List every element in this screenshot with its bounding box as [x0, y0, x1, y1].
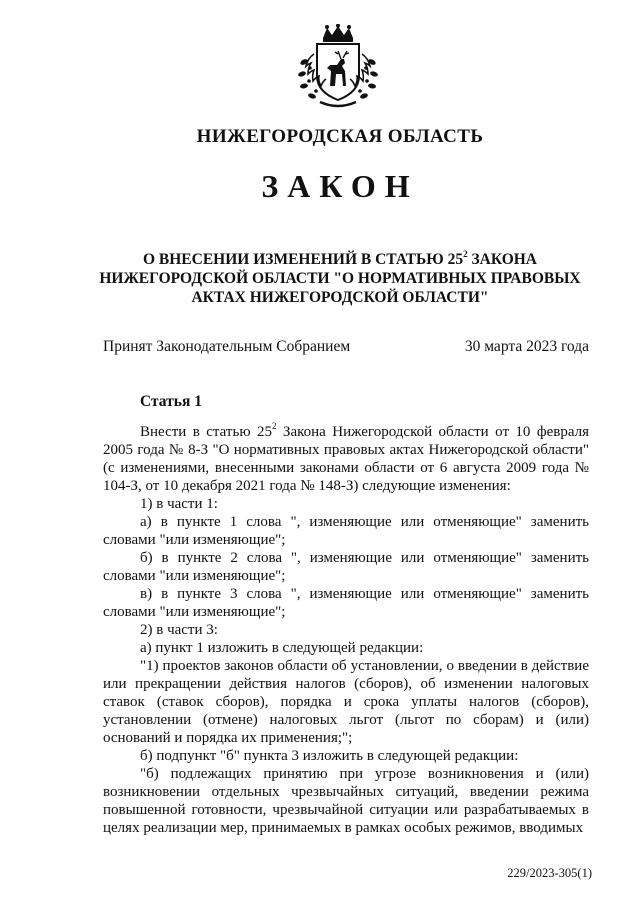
paragraph: а) пункт 1 изложить в следующей редакции: [140, 640, 424, 656]
paragraph: "б) подлежащих принятию при угрозе возникновения и (или) возникновении отдельных чрезвычайных ситуаций, введении режима повышенной готовности, чрезвычайной ситуации или разрабатываемых в целях реализации мер, принимаемых в рамках особых режимов, вводимых [103, 766, 589, 836]
article-title: Статья 1 [140, 393, 202, 410]
paragraph: "1) проектов законов области об установлении, о введении в действие или прекращении действия налогов (сборов), об изменении налоговых ставок (ставок сборов), порядка и срока уплаты налогов (сборов), установлении (отмене) налоговых льгот (льгот по сборам) и (или) оснований и порядка их применения;"; [103, 658, 589, 746]
region-heading: НИЖЕГОРОДСКАЯ ОБЛАСТЬ [196, 126, 484, 147]
paragraph: 1) в части 1: [140, 496, 218, 512]
paragraph: в) в пункте 3 слова ", изменяющие или отменяющие" заменить словами "или изменяющие"; [103, 586, 589, 620]
law-title: ЗАКОН [261, 168, 419, 204]
law-subject-prefix: О ВНЕСЕНИИ ИЗМЕНЕНИЙ В СТАТЬЮ 25 [142, 251, 464, 268]
adoption-date: 30 марта 2023 года [464, 338, 589, 355]
intro-superscript: 2 [271, 421, 277, 431]
intro-prefix: Внести в статью 25 [140, 424, 272, 440]
article-body [103, 423, 589, 837]
intro-suffix: Закона Нижегородской области от 10 февраля 2005 года № 8-З "О нормативных правовых актах Нижегородской области" (с изменениями, внесенными законами области от 6 августа 2009 года № 104-З, от 10 декабря 2021 года № 148-З) следующие изменения: [103, 424, 590, 494]
law-subject [80, 250, 600, 307]
coat-of-arms-icon [292, 24, 384, 110]
paragraph: б) подпункт "б" пункта 3 изложить в следующей редакции: [140, 748, 519, 764]
law-subject-suffix: ЗАКОНА НИЖЕГОРОДСКОЙ ОБЛАСТИ "О НОРМАТИВНЫХ ПРАВОВЫХ АКТАХ НИЖЕГОРОДСКОЙ ОБЛАСТИ" [99, 251, 581, 306]
document-number: 229/2023-305(1) [507, 866, 592, 880]
paragraph: а) в пункте 1 слова ", изменяющие или отменяющие" заменить словами "или изменяющие"; [103, 514, 589, 548]
adopted-by: Принят Законодательным Собранием [103, 338, 351, 355]
paragraph: 2) в части 3: [140, 622, 218, 638]
law-subject-superscript: 2 [463, 248, 468, 259]
article-intro [103, 423, 589, 495]
paragraph: б) в пункте 2 слова ", изменяющие или отменяющие" заменить словами "или изменяющие"; [103, 550, 589, 584]
